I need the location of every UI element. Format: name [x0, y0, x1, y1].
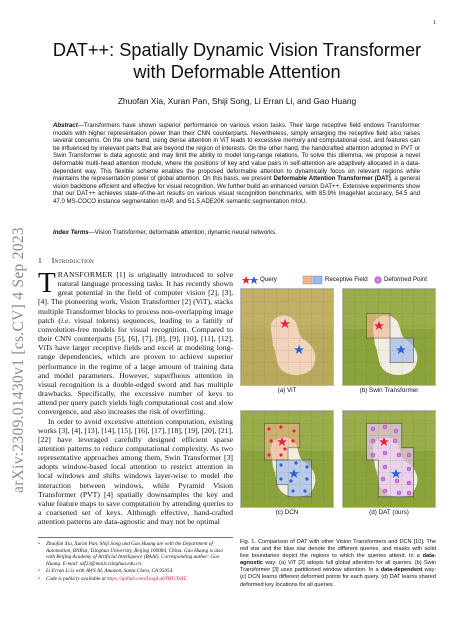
abstract	[53, 122, 420, 206]
section-title: Introduction	[51, 256, 95, 265]
dcn-blue-point	[305, 465, 308, 468]
paragraph-2: In order to avoid excessive attention computation, existing works [3], [4], [13], [14], [15], [16], [17], [18], [19], [20], [21], [22] have leveraged carefully designed efficient sparse attention patterns to reduce computational complexity. As two representative approaches among them, Swin Transformer [3] adopts window-based local attention to restrict attention in local windows and shifts windows layer-wise to model the interaction between windows, while Pyramid Vision Transformer (PVT) [4] spatially downsamples the key and value feature maps to save computation by attending queries to a coarsened set of keys. Although effective, hand-crafted attention patterns are data-agnostic and may not be optimal	[38, 416, 233, 527]
dcn-blue-point	[291, 489, 294, 492]
paragraph-1-part-a: [1] is originally introduced to solve natural language processing tasks. It has recently shown great potential in the field of computer vision [2], [3], [4]. The pioneering work, Vision Transformer [2] (ViT), stacks multiple Transformer blocks to process non-overlapping image patch (	[38, 270, 233, 325]
dcn-blue-point	[279, 477, 282, 480]
footnote-bullet: •	[38, 575, 40, 582]
swin-illustration	[343, 289, 436, 386]
panel-vit-label: (a) ViT	[277, 387, 297, 394]
figure-caption	[240, 539, 436, 589]
panel-dat	[342, 410, 436, 518]
legend-query-blue-star	[250, 276, 259, 284]
dat-deformed-point	[407, 453, 411, 457]
abstract-bold-model-name: Deformable Attention Transformer (DAT)	[273, 175, 391, 183]
title-line-1: DAT++: Spatially Dynamic Vision Transformer	[52, 40, 422, 60]
legend-deformed-point-swatch	[375, 277, 381, 283]
legend-receptive-blue-swatch	[313, 276, 322, 284]
panel-vit	[240, 288, 334, 396]
panel-dat-image	[342, 410, 436, 508]
panel-swin	[342, 288, 436, 396]
legend-receptive-orange-swatch	[303, 276, 312, 284]
drop-cap: T	[38, 267, 56, 299]
vit-illustration	[241, 289, 334, 386]
page-number: 1	[433, 20, 436, 26]
panel-swin-image	[342, 288, 436, 386]
dcn-blue-point	[305, 477, 308, 480]
panel-dcn-image	[240, 410, 334, 508]
caption-data-agnostic: data-agnostic	[240, 553, 436, 567]
index-terms	[53, 229, 420, 237]
abstract-text-part-2: , a general vision backbone efficient and effective for visual recognition. We further build an enhanced version DAT++. Extensive experiments show that our DAT++ achieves state-of-the-art results on various visual recognition benchmarks, with 85.9% ImageNet accuracy, 54.5 and 47.0 MS-COCO instance segmentation mAP, and 51.5 ADE20K semantic segmentation mIoU.	[53, 175, 420, 205]
figure-legend	[240, 274, 436, 286]
legend-deformed-point-label: Deformed Point	[384, 276, 427, 283]
footnote-code	[38, 576, 233, 583]
dat-deformed-point	[383, 489, 387, 493]
paper-title	[38, 39, 436, 83]
dcn-red-point	[267, 453, 270, 456]
footnote-aws	[38, 568, 233, 575]
title-line-2: with Deformable Attention	[133, 62, 341, 82]
caption-data-dependent: data-dependent	[380, 567, 423, 574]
legend-query-label: Query	[260, 276, 277, 283]
index-terms-text: —Vision Transformer, deformable attention, dynamic neural networks.	[88, 229, 277, 236]
panel-vit-image	[240, 288, 334, 386]
dat-illustration	[343, 411, 436, 508]
panel-dcn-label: (c) DCN	[275, 509, 299, 516]
abstract-label: Abstract	[53, 122, 78, 129]
dat-deformed-point	[395, 479, 399, 483]
author-list: Zhuofan Xia, Xuran Pan, Shiji Song, Li Erran Li, and Gao Huang	[117, 96, 357, 106]
dat-deformed-point	[383, 465, 387, 469]
dat-deformed-point	[383, 451, 387, 455]
panel-dcn	[240, 410, 334, 518]
dcn-red-point	[279, 453, 282, 456]
figure-1	[240, 274, 436, 536]
dcn-blue-point	[294, 461, 297, 464]
dat-deformed-point	[393, 439, 397, 443]
footnote-text: Code is publicly available at	[46, 575, 107, 582]
footnotes	[38, 541, 233, 583]
panel-swin-label: (b) Swin Transformer	[359, 387, 419, 394]
dat-deformed-point	[383, 425, 387, 429]
footnote-text: Zhuofan Xia, Xuran Pan, Shiji Song and Gao Huang are with the Department of Automation, BNRist, Tsinghua University, Beijing 100084, China. Gao Huang is also with Beijing Academy of Artificial Intelligence (BAAI). Corresponding author: Gao Huang.	[46, 541, 223, 567]
section-heading	[38, 256, 94, 265]
footnote-email: E-mail: xzf23@mails.tsinghua.edu.cn.	[62, 560, 143, 567]
dcn-blue-point	[289, 479, 292, 482]
dcn-illustration	[241, 411, 334, 508]
legend-query-red-star	[242, 276, 251, 284]
dcn-red-point	[279, 425, 282, 428]
dat-deformed-point	[381, 477, 385, 481]
caption-text-b: way: (a) ViT [2] adopts full global attention for all queries. (b) Swin Transformer [3] uses partitioned window attention. In a	[240, 560, 436, 574]
dcn-red-point	[269, 439, 272, 442]
dat-deformed-point	[371, 427, 375, 431]
footnote-bullet: •	[38, 541, 40, 547]
footnote-affiliation	[38, 541, 233, 567]
lead-word: RANSFORMER	[57, 270, 113, 279]
paragraph-1-part-b: visual tokens) sequences, leading to a family of convolution-free models for visual recognition. Compared to their CNN counterparts [5], [6], [7], [8], [9], [10], [11], [12], ViTs have larger receptive fields and excel at modeling long-range dependencies, which are proven to achieve superior performance in the regime of a large amount of training data and model parameters. However, superfluous attention in visual recognition is a double-edged sword and has multiple drawbacks. Specifically, the excessive number of keys to attend per query patch yields high computational cost and slow convergence, and also increases the risk of overfitting.	[38, 315, 233, 417]
arxiv-stamp-text: arXiv:2309.01430v1 [cs.CV] 4 Sep 2023	[10, 227, 27, 493]
dat-deformed-point	[371, 453, 375, 457]
footnote-period: .	[185, 575, 188, 582]
arxiv-identifier-stamp	[6, 175, 32, 545]
dat-deformed-point	[407, 481, 411, 485]
dcn-red-point	[283, 447, 286, 450]
dcn-red-point	[292, 429, 295, 432]
caption-figure-label: Fig. 1.	[240, 539, 256, 545]
section-number: 1	[38, 256, 42, 265]
code-link[interactable]: https://github.com/LeapLabTHU/DAT	[106, 575, 186, 582]
introduction-body	[38, 267, 233, 527]
ie-abbrev: i.e.	[60, 315, 71, 325]
caption-text-c: way: (c) DCN learns different deformed points for each query. (d) DAT learns shared deformed key locations for all queries.	[240, 567, 436, 588]
footnote-divider	[38, 537, 233, 538]
dat-deformed-point	[407, 491, 411, 495]
dcn-blue-point	[279, 463, 282, 466]
index-terms-label: Index Terms	[53, 229, 89, 236]
caption-text-a: Comparison of DAT with other Vision Transformers and DCN [10]. The red star and the blue star denote the different queries, and masks with solid line boundaries depict the regions to which the queries attend. In a	[240, 539, 436, 560]
dcn-red-point	[267, 427, 270, 430]
abstract-text-part-1: —Transformers have shown superior performance on various vision tasks. Their large receptive field endows Transformer models with higher representation power than their CNN counterparts. Nevertheless, simply enlarging the receptive field also raises several concerns. On the one hand, using dense attention in ViT leads to excessive memory and computational cost, and features can be influenced by irrelevant parts that are beyond the region of interests. On the other hand, the handcrafted attention adopted in PVT or Swin Transformer is data agnostic and may limit the ability to model long-range relations. To solve this dilemma, we propose a novel deformable multi-head attention module, where the positions of key and value pairs in self-attention are adaptively allocated in a data-dependent way. This flexible scheme enables the proposed deformable attention to dynamically focus on relevant regions while maintains the representation power of global attention. On this basis, we present	[53, 122, 420, 183]
panel-dat-label: (d) DAT (ours)	[369, 509, 409, 516]
dat-deformed-point	[397, 453, 401, 457]
dat-deformed-point	[407, 467, 411, 471]
dat-deformed-point	[371, 439, 375, 443]
dcn-red-point	[291, 439, 294, 442]
dcn-blue-point	[303, 489, 306, 492]
dat-deformed-point	[394, 429, 398, 433]
footnote-bullet: •	[38, 568, 40, 574]
footnote-text: Li Erran Li is with AWS AI, Amazon, Santa Clara, CA 95054.	[46, 568, 174, 574]
dat-deformed-point	[397, 491, 401, 495]
legend-receptive-field-label: Receptive Field	[325, 276, 368, 283]
